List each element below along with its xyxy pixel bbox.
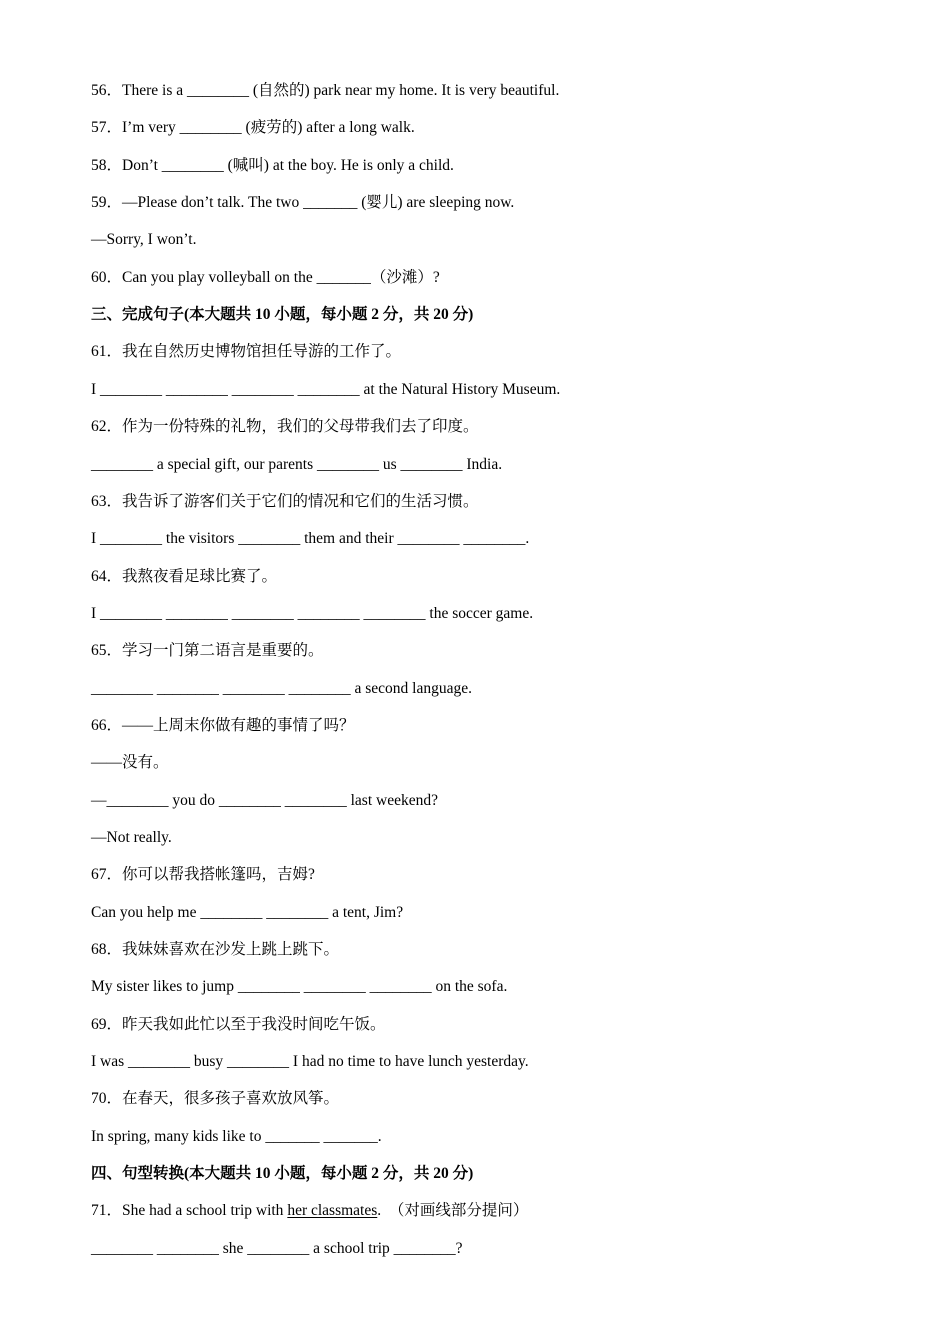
question-62-prompt: 62．作为一份特殊的礼物，我们的父母带我们去了印度。 xyxy=(91,418,479,435)
question-61-answer: I ________ ________ ________ ________ at the Natural History Museum. xyxy=(91,381,561,398)
section-3-heading: 三、完成句子(本大题共 10 小题，每小题 2 分，共 20 分) xyxy=(91,306,474,323)
question-67-prompt: 67．你可以帮我搭帐篷吗，吉姆? xyxy=(91,866,315,883)
question-63-prompt: 63．我告诉了游客们关于它们的情况和它们的生活习惯。 xyxy=(91,493,479,510)
question-60: 60．Can you play volleyball on the _______（沙滩）? xyxy=(91,269,440,286)
question-69-answer: I was ________ busy ________ I had no time to have lunch yesterday. xyxy=(91,1053,529,1070)
question-68-answer: My sister likes to jump ________ ________ ________ on the sofa. xyxy=(91,978,508,995)
question-64-prompt: 64．我熬夜看足球比赛了。 xyxy=(91,568,278,585)
question-71-underlined-part: her classmates xyxy=(287,1202,378,1219)
question-66-answer: —________ you do ________ ________ last weekend? xyxy=(91,792,438,809)
question-70-answer: In spring, many kids like to _______ _______. xyxy=(91,1128,382,1145)
question-63-answer: I ________ the visitors ________ them and their ________ ________. xyxy=(91,530,530,547)
question-57: 57．I’m very ________ (疲劳的) after a long walk. xyxy=(91,119,415,136)
question-56: 56．There is a ________ (自然的) park near my home. It is very beautiful. xyxy=(91,82,560,99)
question-70-prompt: 70．在春天，很多孩子喜欢放风筝。 xyxy=(91,1090,340,1107)
question-64-answer: I ________ ________ ________ ________ ________ the soccer game. xyxy=(91,605,534,622)
question-65-answer: ________ ________ ________ ________ a second language. xyxy=(91,680,472,697)
question-71-text: 71．She had a school trip with xyxy=(91,1202,288,1219)
question-59: 59．—Please don’t talk. The two _______ (婴儿) are sleeping now. xyxy=(91,194,515,211)
question-59-reply: —Sorry, I won’t. xyxy=(91,231,197,248)
question-71-prompt xyxy=(91,1201,528,1221)
question-66-reply: —Not really. xyxy=(91,829,172,846)
question-69-prompt: 69．昨天我如此忙以至于我没时间吃午饭。 xyxy=(91,1016,386,1033)
question-71-answer: ________ ________ she ________ a school trip ________? xyxy=(91,1240,463,1257)
question-67-answer: Can you help me ________ ________ a tent, Jim? xyxy=(91,904,404,921)
question-58: 58．Don’t ________ (喊叫) at the boy. He is only a child. xyxy=(91,157,454,174)
question-71-instruction: . （对画线部分提问） xyxy=(377,1202,529,1219)
question-68-prompt: 68．我妹妹喜欢在沙发上跳上跳下。 xyxy=(91,941,340,958)
question-65-prompt: 65．学习一门第二语言是重要的。 xyxy=(91,642,324,659)
question-62-answer: ________ a special gift, our parents ________ us ________ India. xyxy=(91,456,503,473)
question-66-reply-prompt: ——没有。 xyxy=(91,754,169,771)
section-4-heading: 四、句型转换(本大题共 10 小题，每小题 2 分，共 20 分) xyxy=(91,1165,474,1182)
question-61-prompt: 61．我在自然历史博物馆担任导游的工作了。 xyxy=(91,343,402,360)
question-66-prompt: 66．——上周末你做有趣的事情了吗？ xyxy=(91,717,355,734)
